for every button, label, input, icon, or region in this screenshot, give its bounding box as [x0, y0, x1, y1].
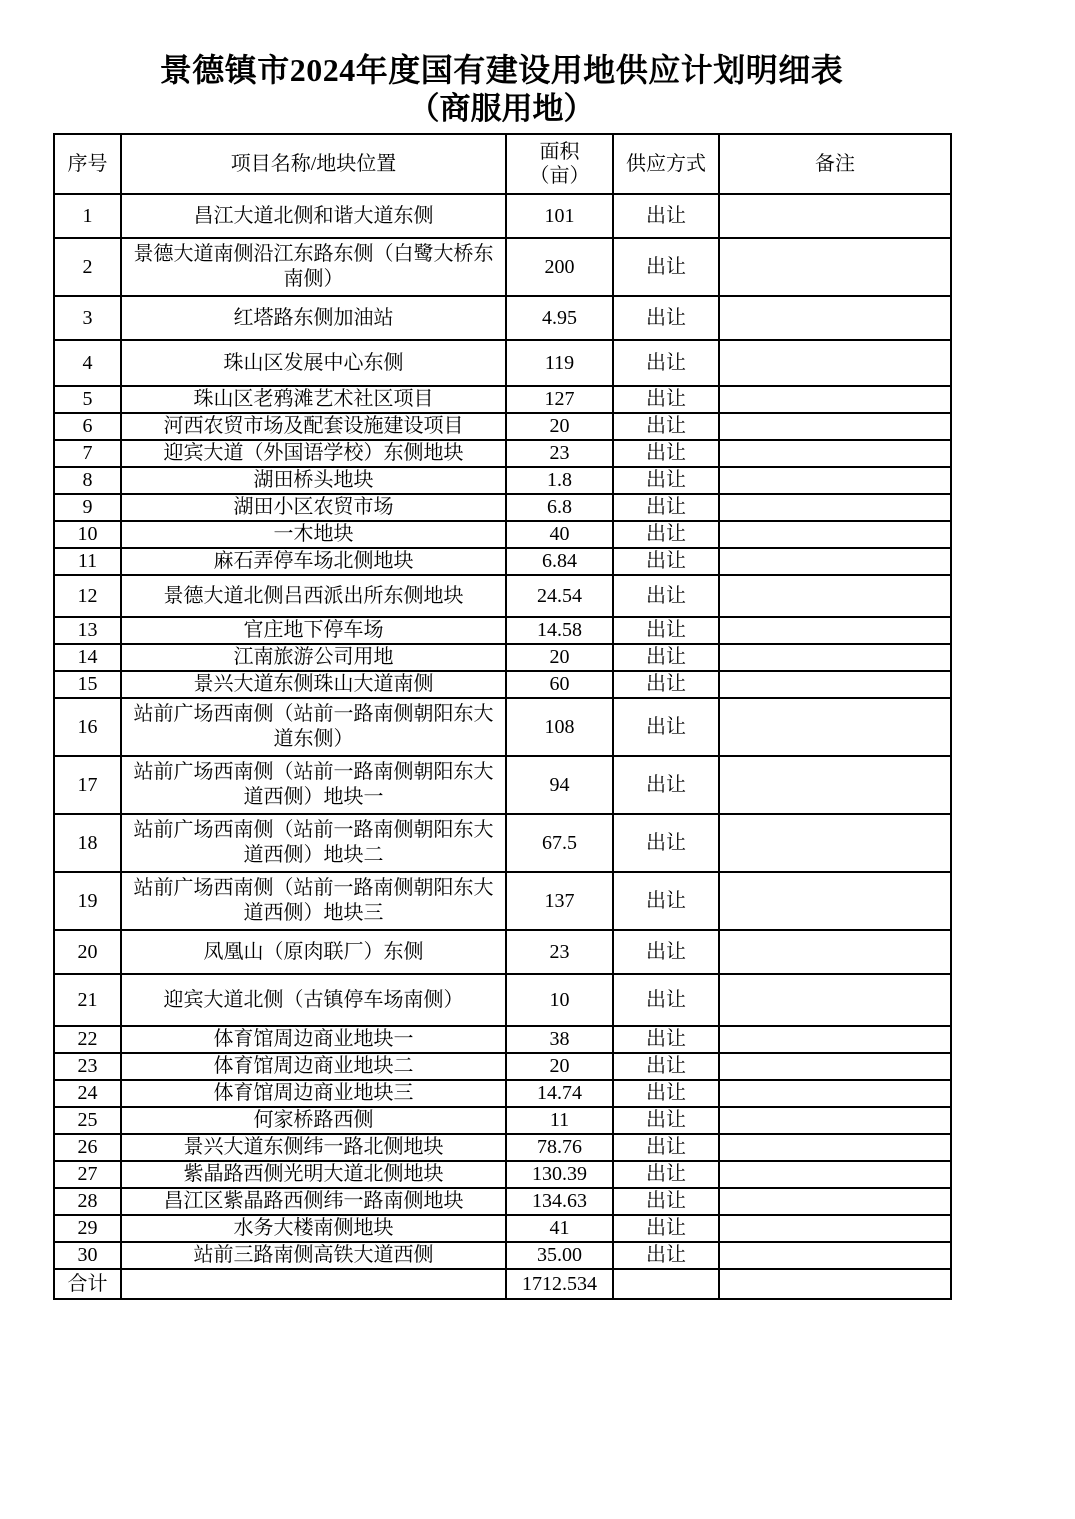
cell-method: 出让 — [613, 548, 719, 575]
cell-name: 官庄地下停车场 — [121, 617, 506, 644]
cell-name: 体育馆周边商业地块三 — [121, 1080, 506, 1107]
table-row — [54, 194, 951, 238]
cell-area: 40 — [506, 521, 613, 548]
cell-method: 出让 — [613, 1188, 719, 1215]
cell-note — [719, 1053, 951, 1080]
cell-no: 5 — [54, 386, 121, 413]
cell-no: 26 — [54, 1134, 121, 1161]
cell-no: 25 — [54, 1107, 121, 1134]
table-row — [54, 1161, 951, 1188]
cell-name: 站前三路南侧高铁大道西侧 — [121, 1242, 506, 1269]
table-row — [54, 872, 951, 930]
total-method-cell — [613, 1269, 719, 1299]
cell-name: 景兴大道东侧珠山大道南侧 — [121, 671, 506, 698]
cell-method: 出让 — [613, 617, 719, 644]
cell-method: 出让 — [613, 1107, 719, 1134]
cell-name: 站前广场西南侧（站前一路南侧朝阳东大道东侧） — [121, 698, 506, 756]
col-header-note: 备注 — [719, 134, 951, 194]
table-row — [54, 296, 951, 340]
cell-no: 4 — [54, 340, 121, 386]
col-header-area-line2: （亩） — [529, 165, 590, 187]
cell-note — [719, 1215, 951, 1242]
cell-name: 站前广场西南侧（站前一路南侧朝阳东大道西侧）地块二 — [121, 814, 506, 872]
cell-name: 红塔路东侧加油站 — [121, 296, 506, 340]
total-area-cell: 1712.534 — [506, 1269, 613, 1299]
cell-area: 23 — [506, 930, 613, 974]
table-row — [54, 1026, 951, 1053]
cell-area: 1.8 — [506, 467, 613, 494]
cell-method: 出让 — [613, 1215, 719, 1242]
cell-area: 38 — [506, 1026, 613, 1053]
cell-area: 23 — [506, 440, 613, 467]
cell-name: 河西农贸市场及配套设施建设项目 — [121, 413, 506, 440]
cell-note — [719, 756, 951, 814]
cell-no: 1 — [54, 194, 121, 238]
table-row — [54, 440, 951, 467]
cell-method: 出让 — [613, 872, 719, 930]
cell-note — [719, 872, 951, 930]
cell-note — [719, 340, 951, 386]
page-subtitle: （商服用地） — [408, 91, 595, 126]
cell-note — [719, 644, 951, 671]
table-header — [54, 134, 951, 194]
cell-area: 14.58 — [506, 617, 613, 644]
table-row — [54, 548, 951, 575]
cell-method: 出让 — [613, 671, 719, 698]
cell-name: 水务大楼南侧地块 — [121, 1215, 506, 1242]
cell-no: 27 — [54, 1161, 121, 1188]
total-note-cell — [719, 1269, 951, 1299]
cell-method: 出让 — [613, 930, 719, 974]
cell-note — [719, 413, 951, 440]
cell-area: 127 — [506, 386, 613, 413]
cell-name: 昌江大道北侧和谐大道东侧 — [121, 194, 506, 238]
cell-method: 出让 — [613, 440, 719, 467]
cell-method: 出让 — [613, 494, 719, 521]
cell-note — [719, 467, 951, 494]
cell-note — [719, 814, 951, 872]
cell-method: 出让 — [613, 1026, 719, 1053]
cell-name: 江南旅游公司用地 — [121, 644, 506, 671]
cell-area: 20 — [506, 413, 613, 440]
cell-name: 何家桥路西侧 — [121, 1107, 506, 1134]
cell-note — [719, 1026, 951, 1053]
cell-name: 紫晶路西侧光明大道北侧地块 — [121, 1161, 506, 1188]
cell-no: 21 — [54, 974, 121, 1026]
supply-table — [53, 133, 952, 1300]
cell-name: 景兴大道东侧纬一路北侧地块 — [121, 1134, 506, 1161]
table-row — [54, 671, 951, 698]
cell-no: 7 — [54, 440, 121, 467]
table-row — [54, 1080, 951, 1107]
cell-area: 20 — [506, 644, 613, 671]
cell-area: 130.39 — [506, 1161, 613, 1188]
cell-area: 94 — [506, 756, 613, 814]
cell-area: 20 — [506, 1053, 613, 1080]
cell-note — [719, 494, 951, 521]
cell-note — [719, 1188, 951, 1215]
cell-method: 出让 — [613, 521, 719, 548]
cell-note — [719, 1134, 951, 1161]
cell-no: 18 — [54, 814, 121, 872]
cell-note — [719, 238, 951, 296]
cell-no: 12 — [54, 575, 121, 617]
cell-name: 站前广场西南侧（站前一路南侧朝阳东大道西侧）地块三 — [121, 872, 506, 930]
cell-method: 出让 — [613, 698, 719, 756]
cell-method: 出让 — [613, 756, 719, 814]
table-row — [54, 494, 951, 521]
cell-note — [719, 548, 951, 575]
cell-note — [719, 974, 951, 1026]
table-row — [54, 386, 951, 413]
cell-name: 站前广场西南侧（站前一路南侧朝阳东大道西侧）地块一 — [121, 756, 506, 814]
cell-note — [719, 930, 951, 974]
cell-method: 出让 — [613, 413, 719, 440]
supply-table-body — [54, 194, 951, 1269]
cell-method: 出让 — [613, 1161, 719, 1188]
cell-method: 出让 — [613, 644, 719, 671]
cell-no: 22 — [54, 1026, 121, 1053]
cell-name: 昌江区紫晶路西侧纬一路南侧地块 — [121, 1188, 506, 1215]
col-header-method: 供应方式 — [613, 134, 719, 194]
cell-name: 体育馆周边商业地块一 — [121, 1026, 506, 1053]
cell-method: 出让 — [613, 814, 719, 872]
cell-method: 出让 — [613, 1134, 719, 1161]
total-row — [54, 1269, 951, 1299]
cell-area: 108 — [506, 698, 613, 756]
table-row — [54, 814, 951, 872]
cell-method: 出让 — [613, 386, 719, 413]
cell-name: 一木地块 — [121, 521, 506, 548]
cell-name: 湖田桥头地块 — [121, 467, 506, 494]
cell-no: 20 — [54, 930, 121, 974]
header-row — [54, 134, 951, 194]
cell-note — [719, 440, 951, 467]
cell-area: 101 — [506, 194, 613, 238]
cell-name: 麻石弄停车场北侧地块 — [121, 548, 506, 575]
cell-area: 137 — [506, 872, 613, 930]
cell-area: 11 — [506, 1107, 613, 1134]
cell-area: 10 — [506, 974, 613, 1026]
cell-no: 14 — [54, 644, 121, 671]
page-title: 景德镇市2024年度国有建设用地供应计划明细表 — [159, 52, 844, 88]
cell-method: 出让 — [613, 194, 719, 238]
col-header-name: 项目名称/地块位置 — [121, 134, 506, 194]
cell-no: 10 — [54, 521, 121, 548]
cell-name: 迎宾大道北侧（古镇停车场南侧） — [121, 974, 506, 1026]
cell-no: 23 — [54, 1053, 121, 1080]
table-row — [54, 698, 951, 756]
table-row — [54, 1107, 951, 1134]
cell-name: 湖田小区农贸市场 — [121, 494, 506, 521]
cell-name: 迎宾大道（外国语学校）东侧地块 — [121, 440, 506, 467]
table-row — [54, 1053, 951, 1080]
cell-no: 6 — [54, 413, 121, 440]
cell-note — [719, 1080, 951, 1107]
cell-name: 凤凰山（原肉联厂）东侧 — [121, 930, 506, 974]
cell-area: 60 — [506, 671, 613, 698]
table-row — [54, 644, 951, 671]
title-block — [53, 50, 950, 128]
cell-no: 16 — [54, 698, 121, 756]
cell-no: 13 — [54, 617, 121, 644]
cell-no: 30 — [54, 1242, 121, 1269]
cell-area: 35.00 — [506, 1242, 613, 1269]
cell-note — [719, 521, 951, 548]
cell-method: 出让 — [613, 238, 719, 296]
cell-area: 41 — [506, 1215, 613, 1242]
cell-no: 2 — [54, 238, 121, 296]
cell-area: 200 — [506, 238, 613, 296]
cell-method: 出让 — [613, 974, 719, 1026]
table-row — [54, 467, 951, 494]
cell-method: 出让 — [613, 467, 719, 494]
cell-no: 8 — [54, 467, 121, 494]
cell-name: 珠山区发展中心东侧 — [121, 340, 506, 386]
table-row — [54, 340, 951, 386]
cell-name: 珠山区老鸦滩艺术社区项目 — [121, 386, 506, 413]
table-row — [54, 238, 951, 296]
cell-method: 出让 — [613, 1242, 719, 1269]
cell-no: 3 — [54, 296, 121, 340]
cell-note — [719, 1107, 951, 1134]
table-row — [54, 1242, 951, 1269]
table-row — [54, 413, 951, 440]
cell-method: 出让 — [613, 575, 719, 617]
cell-name: 景德大道南侧沿江东路东侧（白鹭大桥东南侧） — [121, 238, 506, 296]
cell-note — [719, 575, 951, 617]
col-header-area — [506, 134, 613, 194]
col-header-area-line1: 面积 — [539, 141, 580, 163]
cell-method: 出让 — [613, 1053, 719, 1080]
cell-note — [719, 1242, 951, 1269]
cell-note — [719, 671, 951, 698]
total-name-cell — [121, 1269, 506, 1299]
cell-method: 出让 — [613, 296, 719, 340]
table-row — [54, 617, 951, 644]
cell-note — [719, 386, 951, 413]
cell-area: 6.8 — [506, 494, 613, 521]
col-header-no: 序号 — [54, 134, 121, 194]
cell-area: 24.54 — [506, 575, 613, 617]
cell-note — [719, 1161, 951, 1188]
cell-area: 6.84 — [506, 548, 613, 575]
cell-area: 14.74 — [506, 1080, 613, 1107]
cell-area: 78.76 — [506, 1134, 613, 1161]
cell-no: 9 — [54, 494, 121, 521]
table-row — [54, 575, 951, 617]
cell-no: 19 — [54, 872, 121, 930]
cell-no: 11 — [54, 548, 121, 575]
cell-area: 134.63 — [506, 1188, 613, 1215]
table-footer — [54, 1269, 951, 1299]
document-sheet — [53, 0, 950, 1300]
cell-name: 景德大道北侧吕西派出所东侧地块 — [121, 575, 506, 617]
cell-no: 28 — [54, 1188, 121, 1215]
total-label: 合计 — [54, 1269, 121, 1299]
cell-note — [719, 296, 951, 340]
cell-name: 体育馆周边商业地块二 — [121, 1053, 506, 1080]
table-row — [54, 1188, 951, 1215]
table-row — [54, 1215, 951, 1242]
cell-no: 29 — [54, 1215, 121, 1242]
table-row — [54, 974, 951, 1026]
table-row — [54, 756, 951, 814]
cell-note — [719, 617, 951, 644]
cell-area: 119 — [506, 340, 613, 386]
cell-no: 17 — [54, 756, 121, 814]
cell-method: 出让 — [613, 340, 719, 386]
cell-note — [719, 698, 951, 756]
table-row — [54, 1134, 951, 1161]
cell-method: 出让 — [613, 1080, 719, 1107]
cell-no: 24 — [54, 1080, 121, 1107]
table-row — [54, 521, 951, 548]
cell-no: 15 — [54, 671, 121, 698]
table-row — [54, 930, 951, 974]
cell-area: 67.5 — [506, 814, 613, 872]
cell-note — [719, 194, 951, 238]
cell-area: 4.95 — [506, 296, 613, 340]
